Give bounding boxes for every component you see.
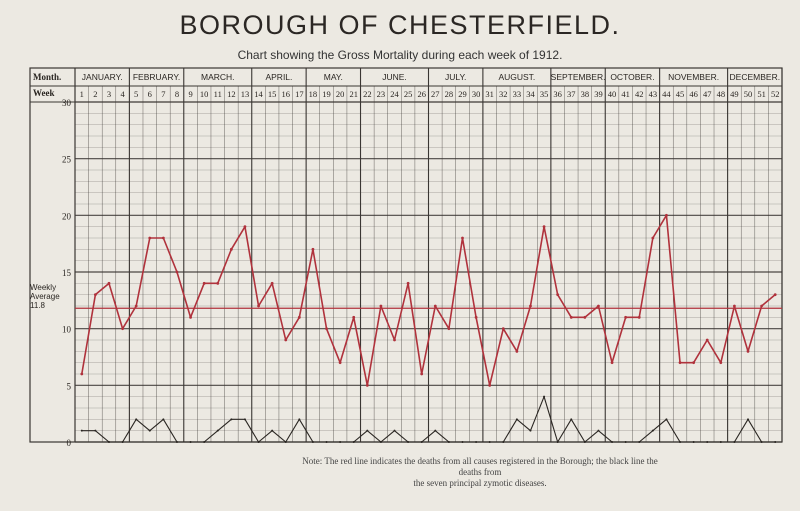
zymotic-point <box>461 441 463 443</box>
week-number: 25 <box>403 89 413 99</box>
all-causes-point <box>271 282 274 285</box>
zymotic-point <box>706 441 708 443</box>
month-label: DECEMBER. <box>729 72 781 82</box>
month-label: AUGUST. <box>498 72 536 82</box>
zymotic-point <box>597 430 599 432</box>
all-causes-point <box>556 293 559 296</box>
chart-subtitle: Chart showing the Gross Mortality during each week of 1912. <box>237 48 563 62</box>
month-label: FEBRUARY. <box>132 72 181 82</box>
all-causes-point <box>583 316 586 319</box>
zymotic-point <box>203 441 205 443</box>
zymotic-point <box>638 441 640 443</box>
week-number: 22 <box>363 89 372 99</box>
all-causes-point <box>515 350 518 353</box>
zymotic-point <box>774 441 776 443</box>
all-causes-point <box>189 316 192 319</box>
zymotic-point <box>135 418 137 420</box>
zymotic-point <box>108 441 110 443</box>
all-causes-point <box>94 293 97 296</box>
all-causes-point <box>230 248 233 251</box>
all-causes-point <box>366 384 369 387</box>
zymotic-point <box>529 430 531 432</box>
all-causes-point <box>393 339 396 342</box>
week-number: 26 <box>417 89 426 99</box>
all-causes-point <box>380 305 383 308</box>
all-causes-point <box>216 282 219 285</box>
zymotic-point <box>258 441 260 443</box>
all-causes-point <box>434 305 437 308</box>
week-number: 15 <box>267 89 277 99</box>
week-number: 35 <box>539 89 549 99</box>
month-label: MARCH. <box>200 72 235 82</box>
week-number: 37 <box>567 89 576 99</box>
week-number: 2 <box>93 89 98 99</box>
week-number: 23 <box>376 89 386 99</box>
all-causes-point <box>774 293 777 296</box>
week-number: 13 <box>240 89 250 99</box>
week-number: 11 <box>213 89 222 99</box>
week-number: 50 <box>743 89 753 99</box>
zymotic-point <box>94 430 96 432</box>
zymotic-point <box>693 441 695 443</box>
week-number: 17 <box>295 89 304 99</box>
y-tick-label: 30 <box>62 98 71 108</box>
zymotic-point <box>434 430 436 432</box>
week-number: 10 <box>199 89 209 99</box>
zymotic-point <box>421 441 423 443</box>
week-row-label: Week <box>33 88 55 98</box>
all-causes-point <box>461 237 464 240</box>
all-causes-point <box>176 271 179 274</box>
week-number: 46 <box>689 89 698 99</box>
all-causes-point <box>488 384 491 387</box>
all-causes-point <box>352 316 355 319</box>
all-causes-point <box>597 305 600 308</box>
all-causes-point <box>719 361 722 364</box>
zymotic-point <box>244 418 246 420</box>
zymotic-point <box>407 441 409 443</box>
zymotic-point <box>557 441 559 443</box>
zymotic-point <box>625 441 627 443</box>
all-causes-point <box>108 282 111 285</box>
all-causes-point <box>475 316 478 319</box>
average-label: 11.8 <box>30 301 45 310</box>
all-causes-point <box>325 327 328 330</box>
month-row-label: Month. <box>33 72 62 82</box>
zymotic-point <box>162 418 164 420</box>
zymotic-point <box>298 418 300 420</box>
chart-note <box>300 456 660 489</box>
week-number: 32 <box>499 89 508 99</box>
y-tick-label: 25 <box>62 154 71 165</box>
week-number: 8 <box>174 89 180 99</box>
month-label: JANUARY. <box>81 72 123 82</box>
week-number: 42 <box>634 89 644 99</box>
all-causes-point <box>706 339 709 342</box>
week-number: 30 <box>471 89 481 99</box>
week-number: 3 <box>106 89 112 99</box>
week-number: 24 <box>390 89 399 99</box>
y-tick-label: 15 <box>62 268 71 278</box>
all-causes-point <box>80 373 83 376</box>
month-label: OCTOBER. <box>610 72 655 82</box>
zymotic-point <box>761 441 763 443</box>
all-causes-point <box>611 361 614 364</box>
all-causes-point <box>529 305 532 308</box>
zymotic-point <box>190 441 192 443</box>
zymotic-point <box>679 441 681 443</box>
week-number: 20 <box>335 89 345 99</box>
month-label: NOVEMBER. <box>668 72 720 82</box>
week-number: 34 <box>526 89 535 99</box>
all-causes-point <box>420 373 423 376</box>
week-number: 16 <box>281 89 290 99</box>
week-number: 41 <box>621 89 630 99</box>
all-causes-point <box>447 327 450 330</box>
week-number: 27 <box>431 89 440 99</box>
zymotic-point <box>543 396 545 398</box>
week-number: 18 <box>308 89 318 99</box>
week-number: 33 <box>512 89 522 99</box>
all-causes-point <box>244 225 247 228</box>
all-causes-point <box>570 316 573 319</box>
zymotic-point <box>489 441 491 443</box>
zymotic-point <box>394 430 396 432</box>
week-number: 36 <box>553 89 562 99</box>
all-causes-point <box>733 305 736 308</box>
week-number: 45 <box>675 89 685 99</box>
all-causes-point <box>162 237 165 240</box>
week-number: 48 <box>716 89 726 99</box>
zymotic-point <box>570 418 572 420</box>
week-number: 1 <box>79 89 84 99</box>
zymotic-point <box>230 418 232 420</box>
month-label: APRIL. <box>265 72 293 82</box>
zymotic-point <box>81 430 83 432</box>
all-causes-point <box>638 316 641 319</box>
week-number: 4 <box>120 89 125 99</box>
zymotic-point <box>271 430 273 432</box>
zymotic-point <box>312 441 314 443</box>
note-line-1: Note: The red line indicates the deaths from all causes registered in the Borough; the black line the deaths from <box>302 456 658 477</box>
all-causes-point <box>651 237 654 240</box>
week-number: 7 <box>161 89 166 99</box>
week-number: 14 <box>254 89 263 99</box>
chart-title: BOROUGH OF CHESTERFIELD. <box>179 10 621 40</box>
week-number: 5 <box>134 89 139 99</box>
y-tick-label: 0 <box>66 438 71 448</box>
week-number: 31 <box>485 89 494 99</box>
all-causes-point <box>339 361 342 364</box>
week-number: 39 <box>594 89 603 99</box>
all-causes-point <box>135 305 138 308</box>
week-number: 9 <box>188 89 193 99</box>
all-causes-point <box>203 282 206 285</box>
all-causes-point <box>148 237 151 240</box>
all-causes-point <box>407 282 410 285</box>
all-causes-point <box>312 248 315 251</box>
week-number: 49 <box>730 89 739 99</box>
week-number: 28 <box>444 89 454 99</box>
average-label: Weekly <box>30 283 57 292</box>
month-label: JULY. <box>444 72 467 82</box>
zymotic-point <box>611 441 613 443</box>
zymotic-point <box>747 418 749 420</box>
week-number: 51 <box>757 89 766 99</box>
week-number: 52 <box>770 89 780 99</box>
zymotic-point <box>516 418 518 420</box>
week-number: 12 <box>227 89 236 99</box>
zymotic-point <box>733 441 735 443</box>
zymotic-point <box>475 441 477 443</box>
zymotic-point <box>652 430 654 432</box>
all-causes-point <box>298 316 301 319</box>
y-tick-label: 20 <box>62 211 71 222</box>
week-number: 43 <box>648 89 658 99</box>
zymotic-point <box>665 418 667 420</box>
y-tick-label: 5 <box>66 381 71 392</box>
zymotic-point <box>122 441 124 443</box>
zymotic-point <box>448 441 450 443</box>
all-causes-point <box>502 327 505 330</box>
all-causes-point <box>543 225 546 228</box>
zymotic-point <box>217 430 219 432</box>
zymotic-point <box>584 441 586 443</box>
week-number: 6 <box>147 89 152 99</box>
zymotic-point <box>720 441 722 443</box>
y-tick-label: 10 <box>62 324 71 335</box>
zymotic-point <box>285 441 287 443</box>
week-number: 19 <box>322 89 331 99</box>
all-causes-point <box>679 361 682 364</box>
zymotic-point <box>353 441 355 443</box>
week-number: 29 <box>458 89 467 99</box>
zymotic-point <box>176 441 178 443</box>
week-number: 40 <box>607 89 617 99</box>
zymotic-point <box>366 430 368 432</box>
all-causes-point <box>760 305 763 308</box>
zymotic-point <box>326 441 328 443</box>
all-causes-point <box>665 214 668 217</box>
all-causes-point <box>257 305 260 308</box>
all-causes-point <box>747 350 750 353</box>
week-number: 44 <box>662 89 671 99</box>
zymotic-point <box>149 430 151 432</box>
all-causes-point <box>624 316 627 319</box>
month-label: SEPTEMBER. <box>550 72 606 82</box>
note-line-2: the seven principal zymotic diseases. <box>413 478 547 488</box>
average-label: Average <box>30 292 60 301</box>
week-number: 47 <box>702 89 712 99</box>
all-causes-point <box>284 339 287 342</box>
all-causes-point <box>121 327 124 330</box>
all-causes-point <box>692 361 695 364</box>
week-number: 21 <box>349 89 358 99</box>
zymotic-point <box>339 441 341 443</box>
zymotic-point <box>380 441 382 443</box>
month-label: MAY. <box>323 72 343 82</box>
week-number: 38 <box>580 89 590 99</box>
zymotic-point <box>502 441 504 443</box>
month-label: JUNE. <box>382 72 407 82</box>
